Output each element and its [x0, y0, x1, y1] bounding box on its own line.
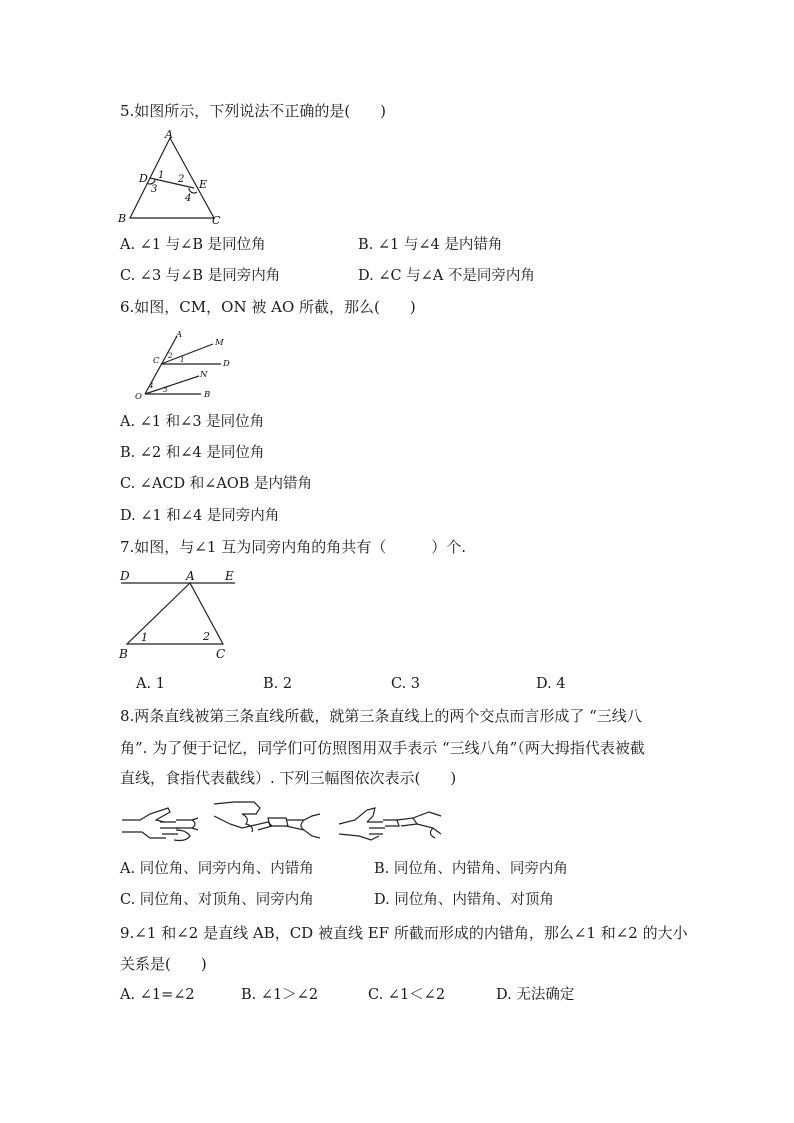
q8-option-c: C. 同位角、对顶角、同旁内角 [120, 892, 314, 908]
q8-hands-figure-3 [337, 802, 447, 844]
q7-stem: 7.如图，与∠1 互为同旁内角的角共有（ ）个. [120, 538, 466, 556]
q8-stem-line-3: 直线，食指代表截线）. 下列三幅图依次表示( ) [120, 769, 457, 787]
q5-angle-4: 4 [185, 193, 192, 204]
q7-triangle-figure [117, 566, 242, 661]
q6-angle-4: 4 [149, 382, 154, 390]
q8-option-b: B. 同位角、内错角、同旁内角 [374, 861, 568, 877]
q6-label-D: D [223, 359, 230, 369]
q9-stem-line-1: 9.∠1 和∠2 是直线 AB，CD 被直线 EF 所截而形成的内错角，那么∠1 和∠2 的大小 [120, 924, 688, 942]
q7-option-b: B. 2 [263, 676, 293, 692]
q8-stem-line-2: 角”. 为了便于记忆，同学们可仿照图用双手表示 “三线八角”（两大拇指代表被截 [120, 739, 645, 757]
q7-option-a: A. 1 [136, 676, 165, 692]
q8-option-d: D. 同位角、内错角、对顶角 [374, 892, 554, 908]
q6-option-d: D. ∠1 和∠4 是同旁内角 [120, 508, 280, 524]
q6-stem: 6.如图，CM，ON 被 AO 所截，那么( ) [120, 298, 416, 316]
q6-angle-2: 2 [168, 352, 173, 360]
q6-label-M: M [215, 338, 224, 348]
q7-label-E: E [225, 569, 234, 583]
q6-transversal-figure [133, 328, 243, 402]
q5-option-d: D. ∠C 与∠A 不是同旁内角 [358, 268, 535, 284]
q7-angle-1: 1 [141, 631, 148, 644]
q9-option-d: D. 无法确定 [496, 987, 575, 1003]
q9-option-a: A. ∠1=∠2 [120, 987, 195, 1003]
q6-option-c: C. ∠ACD 和∠AOB 是内错角 [120, 476, 313, 492]
q5-stem: 5.如图所示，下列说法不正确的是( ) [120, 102, 387, 120]
q5-angle-2: 2 [178, 174, 185, 185]
q7-label-C: C [216, 647, 226, 661]
q5-label-B: B [118, 212, 127, 225]
q5-label-D: D [139, 172, 148, 185]
q6-label-N: N [200, 370, 208, 380]
q6-angle-3: 3 [163, 386, 168, 394]
q5-label-C: C [212, 214, 221, 227]
q7-label-B: B [119, 647, 128, 661]
q7-option-c: C. 3 [391, 676, 421, 692]
q6-option-b: B. ∠2 和∠4 是同位角 [120, 445, 265, 461]
q8-stem-line-1: 8.两条直线被第三条直线所截，就第三条直线上的两个交点而言形成了 “三线八 [120, 707, 642, 725]
q9-stem-line-2: 关系是( ) [120, 955, 207, 973]
q7-label-D: D [120, 569, 130, 583]
q5-label-A: A [165, 128, 173, 141]
q5-angle-1: 1 [158, 170, 165, 181]
q8-option-a: A. 同位角、同旁内角、内错角 [120, 861, 314, 877]
q6-label-B: B [204, 390, 211, 400]
q5-angle-3: 3 [151, 184, 158, 195]
q6-label-A: A [176, 330, 183, 340]
q7-angle-2: 2 [203, 630, 210, 643]
q5-triangle-figure [118, 128, 228, 228]
q8-hands-figure-2 [212, 798, 322, 840]
q7-option-d: D. 4 [536, 676, 566, 692]
q6-label-O: O [135, 392, 142, 402]
q8-hands-figure-1 [120, 802, 200, 844]
q9-option-c: C. ∠1＜∠2 [368, 987, 446, 1003]
q6-label-C: C [153, 356, 160, 366]
q6-option-a: A. ∠1 和∠3 是同位角 [120, 414, 265, 430]
q7-label-A: A [186, 569, 195, 583]
q5-option-b: B. ∠1 与∠4 是内错角 [358, 237, 503, 253]
q9-option-b: B. ∠1＞∠2 [241, 987, 319, 1003]
q5-option-c: C. ∠3 与∠B 是同旁内角 [120, 268, 281, 284]
q6-angle-1: 1 [180, 356, 185, 364]
q5-option-a: A. ∠1 与∠B 是同位角 [120, 237, 266, 253]
q5-label-E: E [199, 178, 208, 191]
